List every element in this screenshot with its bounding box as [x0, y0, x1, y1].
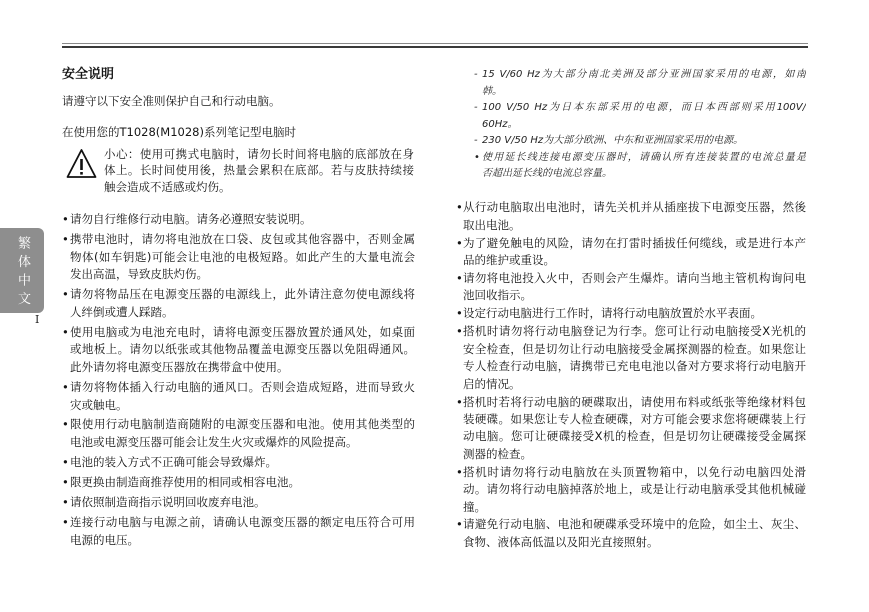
list-marker: • — [62, 379, 69, 394]
warning-triangle-icon — [66, 148, 97, 179]
list-marker: • — [456, 271, 463, 286]
list-text-line: 搭机时若将行动电脑的硬碟取出，请使用布料或纸张等绝缘材料包 — [463, 394, 806, 409]
safety-bullet-item — [456, 394, 806, 464]
list-marker: • — [474, 151, 480, 163]
safety-bullet-item — [456, 464, 806, 516]
list-marker: • — [62, 515, 69, 530]
list-text-line: 使用电脑或为电池充电时，请将电源变压器放置於通风处，如桌面 — [70, 324, 415, 339]
caution-line: 小心：使用可携式电脑时，请勿长时间将电脑的底部放在身 — [104, 146, 414, 161]
list-text-line: 15 V/60 Hz为大部分南北美洲及部分亚洲国家采用的电源，如南 — [482, 69, 806, 80]
safety-bullet-item — [456, 235, 806, 270]
list-text-line: 使用延长线连接电源变压器时，请确认所有连接装置的电流总量是 — [482, 151, 806, 163]
list-marker: • — [62, 455, 69, 470]
list-text-line: 请依照制造商指示说明回收废弃电池。 — [70, 495, 266, 510]
safety-bullet-item — [456, 199, 806, 234]
intro-text: 请遵守以下安全准则保护自己和行动电脑。 — [62, 94, 281, 108]
voltage-note-item — [474, 100, 806, 133]
safety-bullet-item — [62, 379, 415, 414]
list-marker: • — [62, 495, 69, 510]
list-text-line: 取出电池。 — [463, 217, 521, 232]
list-marker: - — [474, 135, 478, 146]
list-text-line: 搭机时请勿将行动电脑登记为行李。您可让行动电脑接受X光机的 — [463, 324, 806, 339]
list-text-line: 否超出延长线的电流总容量。 — [482, 168, 612, 179]
list-marker: • — [456, 464, 463, 479]
list-text-line: 230 V/50 Hz为大部分欧洲、中东和亚洲国家采用的电源。 — [482, 135, 744, 146]
list-text-line: 请勿将物品压在电源变压器的电源线上，此外请注意勿使电源线将 — [70, 287, 415, 302]
list-marker: • — [62, 475, 69, 490]
list-text-line: 携带电池时，请勿将电池放在口袋、皮包或其他容器中，否则金属 — [70, 231, 415, 246]
language-side-tab — [0, 228, 44, 313]
safety-bullet-item — [62, 514, 415, 549]
caution-line: 体上。长时间使用後，热量会累积在底部。若与皮肤持续接 — [104, 163, 414, 177]
voltage-note-item — [474, 150, 806, 183]
list-text-line: 从行动电脑取出电池时，请先关机并从插座拔下电源变压器，然後 — [463, 200, 806, 215]
safety-bullet-item — [62, 474, 415, 492]
page-number: I — [35, 313, 40, 326]
safety-bullet-item — [62, 324, 415, 377]
list-text-line: 电源的电压。 — [70, 532, 139, 547]
list-text-line: 人绊倒或遭人踩踏。 — [70, 304, 174, 319]
list-text-line: 100 V/50 Hz为日本东部采用的电源，而日本西部则采用100V/ — [482, 102, 806, 113]
list-text-line: 限使用行动电脑制造商随附的电源变压器和电池。使用其他类型的 — [70, 417, 415, 432]
list-marker: • — [62, 212, 69, 226]
safety-bullet-item — [62, 286, 415, 321]
list-text-line: 请勿将电池投入火中，否则会产生爆炸。请向当地主管机构询问电 — [463, 271, 806, 286]
safety-bullet-item — [456, 305, 806, 322]
list-marker: - — [474, 102, 478, 113]
list-text-line: 物体(如车钥匙)可能会让电池的电极短路。如此产生的大量电流会 — [70, 249, 415, 264]
list-text-line: 搭机时请勿将行动电脑放在头顶置物箱中，以免行动电脑四处滑 — [463, 464, 806, 479]
safety-bullet-item — [62, 211, 415, 229]
model-line: 在使用您的T1028(M1028)系列笔记型电脑时 — [62, 125, 296, 139]
safety-bullet-item — [62, 454, 415, 472]
list-text-line: 测器的检查。 — [463, 446, 532, 461]
voltage-notes-list — [474, 67, 806, 183]
list-text-line: 品的维护或重设。 — [463, 253, 555, 268]
left-safety-list — [62, 211, 415, 552]
list-text-line: 食物、液体高低温以及阳光直接照射。 — [463, 534, 659, 549]
voltage-note-item — [474, 67, 806, 100]
list-text-line: 60Hz。 — [482, 118, 518, 130]
safety-bullet-item — [62, 494, 415, 512]
list-text-line: 撞。 — [463, 499, 486, 514]
voltage-note-item — [474, 133, 806, 150]
right-safety-list — [456, 199, 806, 552]
list-marker: - — [474, 69, 478, 80]
list-text-line: 专人检查行动电脑，请携带已充电电池以备对方要求将行动电脑开 — [463, 359, 806, 374]
list-text-line: 启的情况。 — [463, 376, 521, 391]
list-marker: • — [62, 324, 69, 339]
list-text-line: 连接行动电脑与电源之前，请确认电源变压器的额定电压符合可用 — [70, 515, 415, 530]
safety-bullet-item — [62, 416, 415, 451]
safety-bullet-item — [456, 270, 806, 305]
list-text-line: 或地板上。请勿以纸张或其他物品覆盖电源变压器以免阻碍通风。 — [70, 342, 415, 357]
list-text-line: 发出高温，导致皮肤灼伤。 — [70, 267, 208, 282]
list-text-line: 动电脑。您可让硬碟接受X机的检查，但是切勿让硬碟接受金属探 — [463, 429, 806, 444]
section-title: 安全说明 — [62, 67, 115, 82]
list-text-line: 限更换由制造商推荐使用的相同或相容电池。 — [70, 475, 300, 490]
list-text-line: 为了避免触电的风险，请勿在打雷时插拔任何缆线，或是进行本产 — [463, 235, 806, 250]
list-text-line: 韩。 — [482, 85, 502, 97]
list-text-line: 装硬碟。如果您让专人检查硬碟，对方可能会要求您将硬碟装上行 — [463, 411, 806, 426]
header-rule-thin — [62, 43, 808, 44]
list-text-line: 电池的装入方式不正确可能会导致爆炸。 — [70, 455, 277, 470]
safety-bullet-item — [62, 231, 415, 284]
list-marker: • — [62, 287, 69, 302]
list-text-line: 请避免行动电脑、电池和硬碟承受环境中的危险，如尘土、灰尘、 — [463, 517, 806, 532]
list-marker: • — [456, 517, 463, 532]
safety-bullet-item — [456, 323, 806, 393]
list-text-line: 请勿将物体插入行动电脑的通风口。否则会造成短路，进而导致火 — [70, 379, 415, 394]
caution-note — [104, 146, 414, 196]
list-text-line: 电池或电源变压器可能会让发生火灾或爆炸的风险提高。 — [70, 435, 358, 450]
safety-bullet-item — [456, 516, 806, 551]
list-text-line: 请勿自行维修行动电脑。请务必遵照安装说明。 — [70, 212, 312, 226]
caution-line: 触会造成不适感或灼伤。 — [104, 179, 231, 194]
list-text-line: 安全检查，但是切勿让行动电脑接受金属探测器的检查。如果您让 — [463, 341, 806, 356]
list-text-line: 动。请勿将行动电脑掉落於地上，或是让行动电脑承受其他机械碰 — [463, 482, 806, 497]
list-text-line: 此外请勿将电源变压器放在携带盒中使用。 — [70, 359, 289, 374]
side-tab-label: 繁体中文 — [15, 236, 30, 310]
list-marker: • — [456, 235, 463, 250]
list-text-line: 灾或触电。 — [70, 397, 128, 412]
list-text-line: 设定行动电脑进行工作时，请将行动电脑放置於水平表面。 — [463, 306, 762, 321]
list-marker: • — [456, 394, 463, 409]
list-marker: • — [456, 200, 463, 215]
list-marker: • — [456, 324, 463, 339]
list-marker: • — [62, 231, 69, 246]
list-marker: • — [456, 306, 463, 321]
list-text-line: 池回收指示。 — [463, 288, 532, 303]
list-marker: • — [62, 417, 69, 432]
header-rule-thick — [62, 46, 808, 48]
